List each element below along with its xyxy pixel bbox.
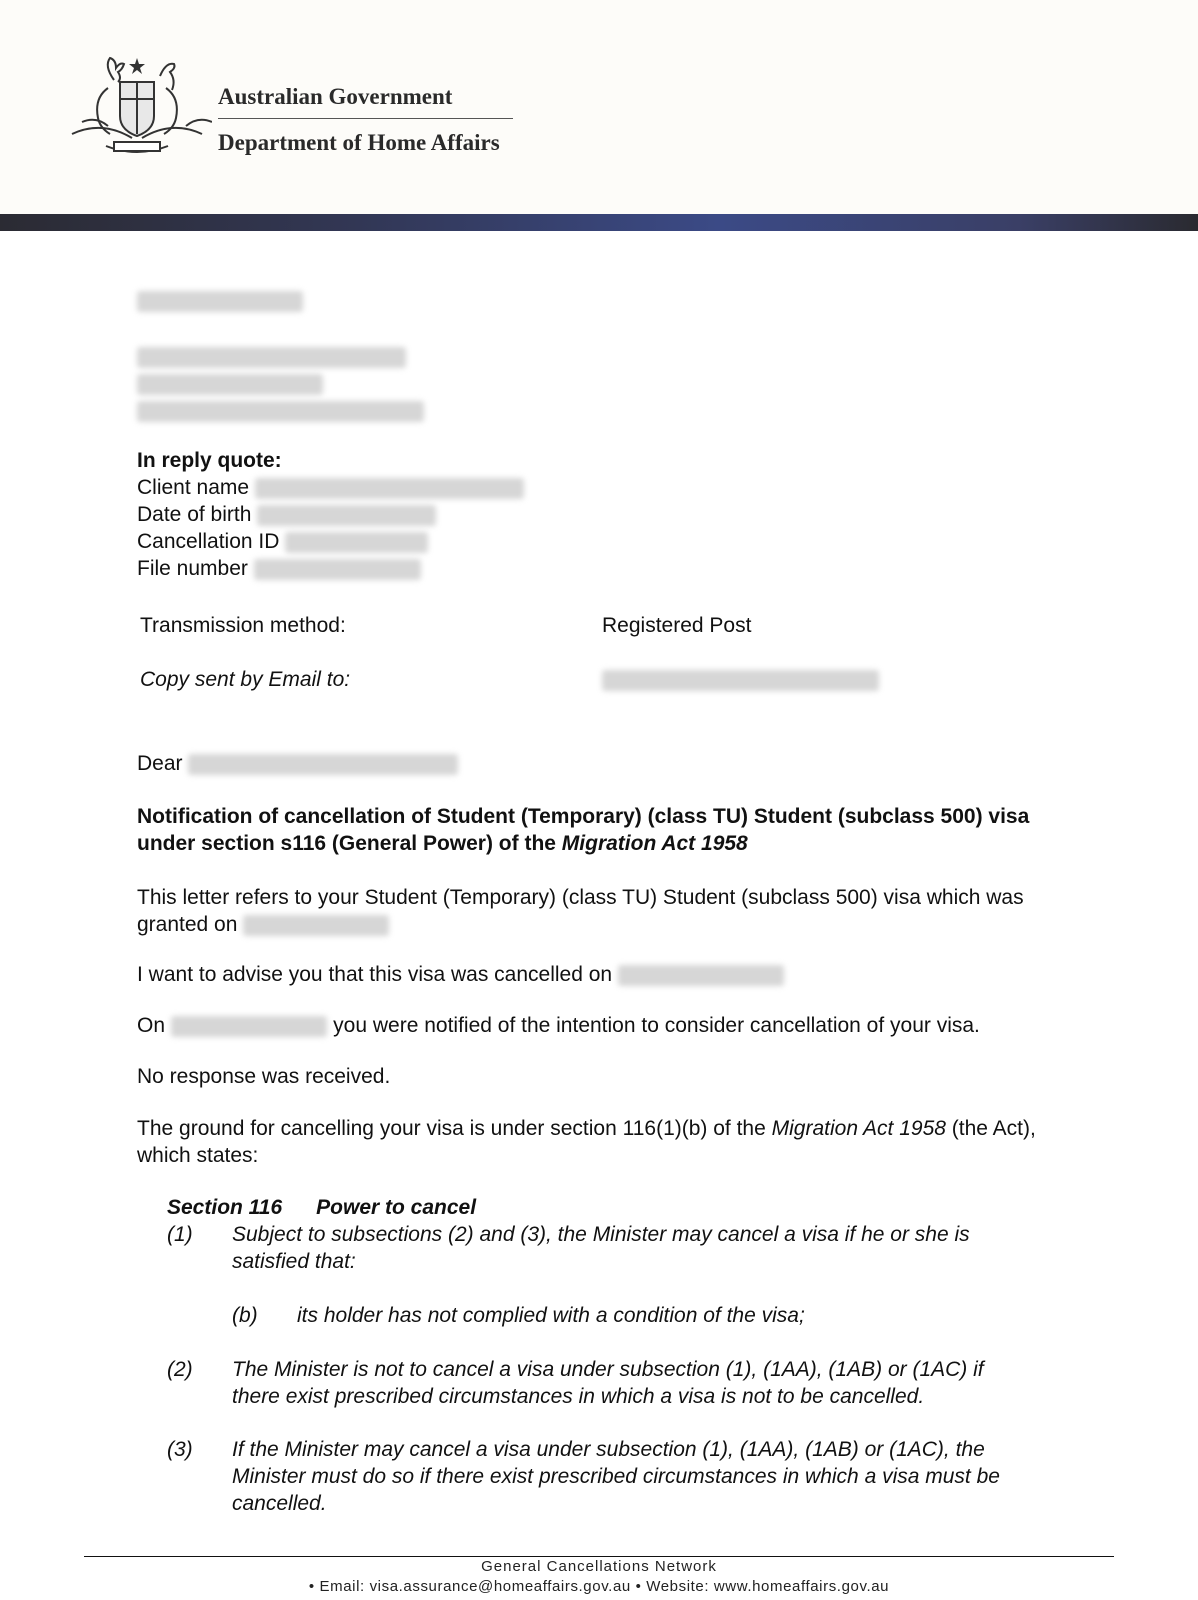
file-number-row: File number — [137, 555, 524, 582]
dob-row: Date of birth — [137, 501, 524, 528]
redacted-grant-date — [243, 915, 389, 936]
reply-quote-block — [137, 447, 524, 582]
redacted-dear-name — [188, 754, 457, 775]
redacted-email — [602, 670, 879, 691]
address-line-2 — [137, 370, 323, 397]
government-name: Australian Government — [218, 84, 453, 109]
letterhead — [0, 0, 1198, 214]
redacted-cancel-date — [618, 965, 784, 986]
paragraph-cancelled-on: I want to advise you that this visa was cancelled on — [137, 961, 1067, 988]
copy-email-label: Copy sent by Email to: — [140, 668, 351, 691]
item-1-number: (1) — [167, 1223, 193, 1246]
item-2-text: The Minister is not to cancel a visa under subsection (1), (1AA), (1AB) or (1AC) if there exist prescribed circumstances in which a visa is not to be cancelled. — [232, 1358, 984, 1408]
letterhead-band — [0, 214, 1198, 231]
redacted-cancellation-id — [285, 532, 427, 553]
cancellation-id-row: Cancellation ID — [137, 528, 524, 555]
letterhead-divider — [218, 118, 513, 119]
reply-quote-heading: In reply quote: — [137, 449, 282, 472]
item-2-number: (2) — [167, 1358, 193, 1381]
redacted-file-number — [254, 559, 421, 580]
section-heading: Section 116 Power to cancel — [167, 1196, 477, 1219]
redacted-notify-date — [171, 1016, 327, 1037]
redacted-dob — [257, 505, 436, 526]
transmission-method-label: Transmission method: — [140, 614, 346, 637]
transmission-method-value: Registered Post — [602, 614, 752, 637]
footer-contact: • Email: visa.assurance@homeaffairs.gov.au • Website: www.homeaffairs.gov.au — [308, 1578, 890, 1595]
subject-heading: Notification of cancellation of Student (Temporary) (class TU) Student (subclass 500) visa under section s116 (General Power) of the Migration Act 1958 — [137, 805, 1030, 855]
salutation: Dear — [137, 750, 458, 777]
footer-network: General Cancellations Network — [481, 1558, 717, 1575]
address-line-3 — [137, 397, 424, 424]
paragraph-visa-reference: This letter refers to your Student (Temporary) (class TU) Student (subclass 500) visa which was granted on — [137, 886, 1024, 936]
paragraph-no-response: No response was received. — [137, 1065, 391, 1088]
redacted-date — [137, 291, 303, 312]
client-name-row: Client name — [137, 474, 524, 501]
letter-date — [137, 287, 303, 314]
address-line-1 — [137, 343, 406, 370]
paragraph-notified: On you were notified of the intention to consider cancellation of your visa. — [137, 1014, 980, 1037]
redacted-client-name — [255, 478, 524, 499]
item-b-text: its holder has not complied with a condition of the visa; — [297, 1304, 805, 1327]
copy-email-value — [602, 666, 879, 693]
item-3-number: (3) — [167, 1438, 193, 1461]
item-3-text: If the Minister may cancel a visa under subsection (1), (1AA), (1AB) or (1AC), the Minister must do so if there exist prescribed circumstances in which a visa must be cancelled. — [232, 1438, 1000, 1515]
item-1-text: Subject to subsections (2) and (3), the Minister may cancel a visa if he or she is satisfied that: — [232, 1223, 970, 1273]
department-name: Department of Home Affairs — [218, 130, 500, 155]
item-b-number: (b) — [232, 1304, 258, 1327]
coat-of-arms-icon — [62, 52, 212, 164]
paragraph-ground: The ground for cancelling your visa is under section 116(1)(b) of the Migration Act 1958 (the Act), which states: — [137, 1117, 1036, 1167]
